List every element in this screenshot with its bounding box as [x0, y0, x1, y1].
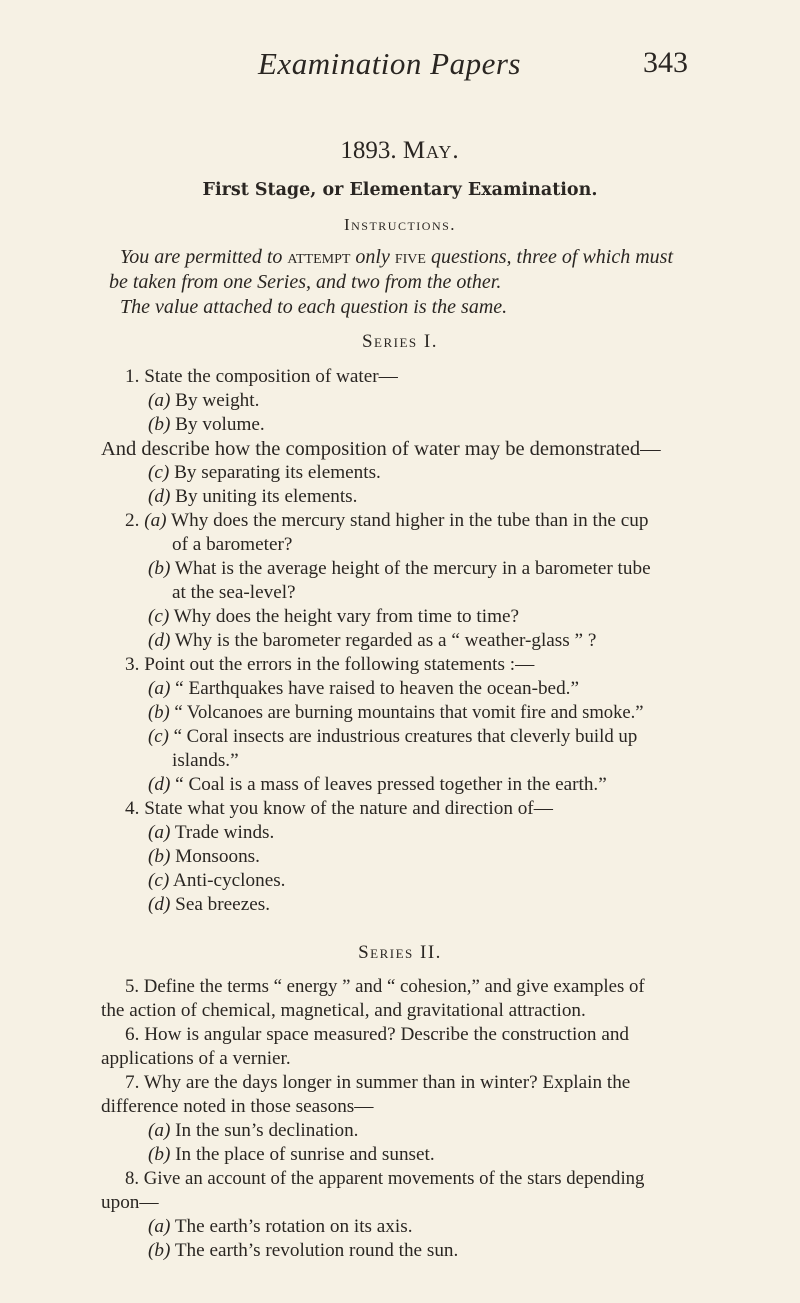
question-4: 4. State what you know of the nature and direction of—: [125, 798, 553, 819]
exam-month: May.: [402, 137, 460, 164]
question-1d: (d) By uniting its elements.: [148, 486, 358, 507]
question-3: 3. Point out the errors in the following statements :—: [125, 654, 535, 675]
question-5: 5. Define the terms “ energy ” and “ cohesion,” and give examples of: [125, 976, 645, 997]
series-2-heading: Series II.: [358, 942, 442, 963]
question-2b: (b) What is the average height of the mercury in a barometer tube: [148, 558, 651, 579]
question-2c: (c) Why does the height vary from time to time?: [148, 606, 520, 627]
question-3a: (a) “ Earthquakes have raised to heaven the ocean-bed.”: [148, 678, 579, 699]
question-3c-cont: islands.”: [172, 750, 239, 771]
question-7: 7. Why are the days longer in summer than in winter? Explain the: [125, 1072, 631, 1093]
question-2a-cont: of a barometer?: [172, 534, 293, 555]
question-2b-cont: at the sea-level?: [172, 582, 296, 603]
question-8a: (a) The earth’s rotation on its axis.: [148, 1216, 413, 1237]
instructions-line-2: be taken from one Series, and two from the other.: [109, 271, 502, 293]
exam-stage-title: First Stage, or Elementary Examination.: [202, 180, 598, 200]
question-4b: (b) Monsoons.: [148, 846, 260, 867]
question-1-continuation: And describe how the composition of water may be demonstrated—: [101, 438, 661, 460]
question-7-cont: difference noted in those seasons—: [101, 1096, 374, 1117]
question-8: 8. Give an account of the apparent movements of the stars depending: [125, 1168, 645, 1189]
question-7a: (a) In the sun’s declination.: [148, 1120, 359, 1141]
question-1: 1. State the composition of water—: [125, 366, 398, 387]
page-number: 343: [643, 46, 688, 79]
question-3b: (b) “ Volcanoes are burning mountains that vomit fire and smoke.”: [148, 702, 644, 723]
exam-year: 1893.: [340, 137, 397, 164]
question-4c: (c) Anti-cyclones.: [148, 870, 286, 891]
question-6: 6. How is angular space measured? Describe the construction and: [125, 1024, 630, 1045]
question-4d: (d) Sea breezes.: [148, 894, 270, 915]
question-3c: (c) “ Coral insects are industrious creatures that cleverly build up: [148, 726, 638, 747]
running-head: [0, 46, 800, 86]
question-4a: (a) Trade winds.: [148, 822, 275, 843]
instructions-heading: Instructions.: [343, 215, 457, 234]
question-8-cont: upon—: [101, 1192, 159, 1213]
question-5-cont: the action of chemical, magnetical, and gravitational attraction.: [101, 1000, 586, 1021]
question-7b: (b) In the place of sunrise and sunset.: [148, 1144, 435, 1165]
question-1a: (a) By weight.: [148, 390, 260, 411]
question-8b: (b) The earth’s revolution round the sun.: [148, 1240, 459, 1261]
question-2a: 2. (a) Why does the mercury stand higher in the tube than in the cup: [125, 510, 649, 531]
instructions-line-1: You are permitted to attempt only five questions, three of which must: [120, 246, 674, 268]
running-title: Examination Papers: [258, 46, 521, 81]
question-3d: (d) “ Coal is a mass of leaves pressed together in the earth.”: [148, 774, 607, 795]
question-6-cont: applications of a vernier.: [101, 1048, 291, 1069]
exam-date: [0, 137, 800, 165]
question-1c: (c) By separating its elements.: [148, 462, 381, 483]
instructions-line-3: The value attached to each question is the same.: [120, 296, 508, 318]
question-1b: (b) By volume.: [148, 414, 265, 435]
question-2d: (d) Why is the barometer regarded as a “ weather-glass ” ?: [148, 630, 597, 651]
series-1-heading: Series I.: [361, 331, 438, 352]
